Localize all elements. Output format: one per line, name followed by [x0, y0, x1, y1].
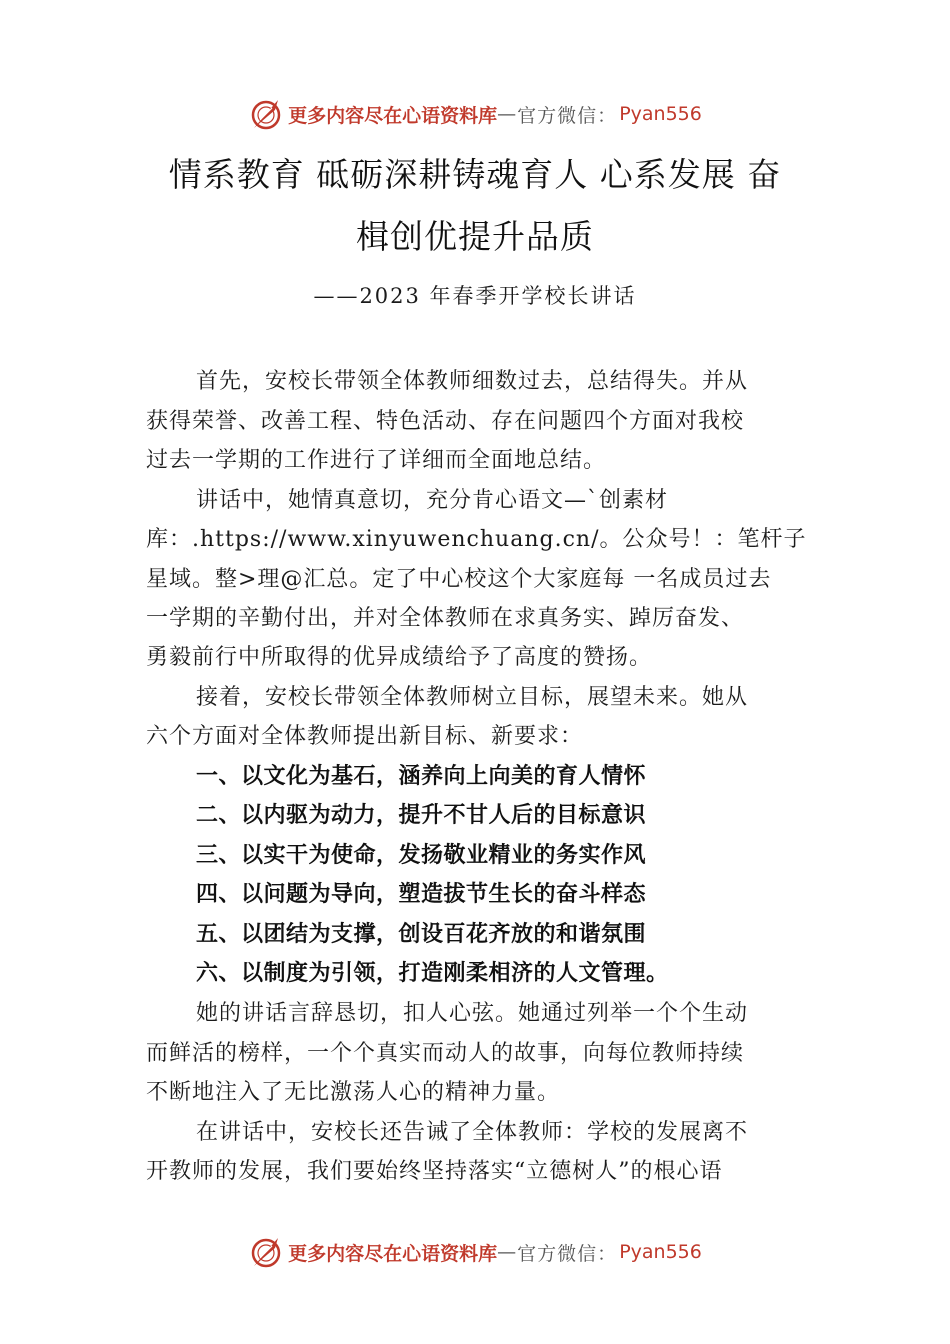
goal-item: 五、以团结为支撑，创设百花齐放的和谐氛围: [196, 922, 647, 947]
footer-watermark: [0, 1232, 950, 1272]
paragraph-5-line: 开教师的发展，我们要始终坚持落实“立德树人”的根心语: [146, 1159, 723, 1184]
goal-item: 二、以内驱为动力，提升不甘人后的目标意识: [196, 803, 647, 828]
watermark-site-text: 更多内容尽在心语资料库: [288, 104, 498, 127]
watermark-site-text: 更多内容尽在心语资料库: [288, 1242, 498, 1265]
goal-item: 三、以实干为使命，发扬敬业精业的务实作风: [196, 843, 647, 868]
goal-item: 一、以文化为基石，涵养向上向美的育人情怀: [196, 764, 647, 789]
watermark-wechat-label: 官方微信：: [517, 1242, 618, 1265]
paragraph-2-line: 库：.https://www.xinyuwenchuang.cn/。公众号！：笔杆子: [146, 527, 807, 552]
paragraph-1-line: 过去一学期的工作进行了详细而全面地总结。: [146, 448, 607, 473]
watermark-wechat-label: 官方微信：: [517, 104, 618, 127]
watermark-wechat-id: Pyan556: [619, 1241, 702, 1263]
goal-item: 六、以制度为引领，打造刚柔相济的人文管理。: [196, 961, 669, 986]
watermark-dash: —: [497, 103, 518, 125]
paragraph-2-line: 一学期的辛勤付出，并对全体教师在求真务实、踔厉奋发、: [146, 606, 745, 631]
paragraph-3-line: 接着，安校长带领全体教师树立目标，展望未来。她从: [196, 685, 749, 710]
paragraph-4-line: 她的讲话言辞恳切，扣人心弦。她通过列举一个个生动: [196, 1001, 749, 1026]
paragraph-1-line: 获得荣誉、改善工程、特色活动、存在问题四个方面对我校: [146, 409, 745, 434]
paragraph-2-line: 讲话中，她情真意切，充分肯心语文—`创素材: [196, 488, 669, 513]
paragraph-2-line: 勇毅前行中所取得的优异成绩给予了高度的赞扬。: [146, 645, 653, 670]
paragraph-5-line: 在讲话中，安校长还告诫了全体教师：学校的发展离不: [196, 1120, 749, 1145]
quill-logo-icon: [248, 96, 284, 132]
quill-logo-icon: [248, 1234, 284, 1270]
header-watermark: [0, 94, 950, 134]
watermark-dash: —: [497, 1241, 518, 1263]
goal-item: 四、以问题为导向，塑造拔节生长的奋斗样态: [196, 882, 647, 907]
document-title-line-1: 情系教育 砥砺深耕铸魂育人 心系发展 奋: [168, 155, 782, 194]
paragraph-4-line: 不断地注入了无比激荡人心的精神力量。: [146, 1080, 561, 1105]
paragraph-3-line: 六个方面对全体教师提出新目标、新要求：: [146, 724, 584, 749]
document-subtitle: ——2023 年春季开学校长讲话: [313, 284, 637, 308]
watermark-wechat-id: Pyan556: [619, 103, 702, 125]
document-title-line-2: 楫创优提升品质: [356, 217, 594, 256]
paragraph-2-line: 星域。整>理@汇总。定了中心校这个大家庭每 一名成员过去: [146, 567, 772, 592]
paragraph-1-line: 首先，安校长带领全体教师细数过去，总结得失。并从: [196, 369, 749, 394]
paragraph-4-line: 而鲜活的榜样，一个个真实而动人的故事，向每位教师持续: [146, 1041, 745, 1066]
